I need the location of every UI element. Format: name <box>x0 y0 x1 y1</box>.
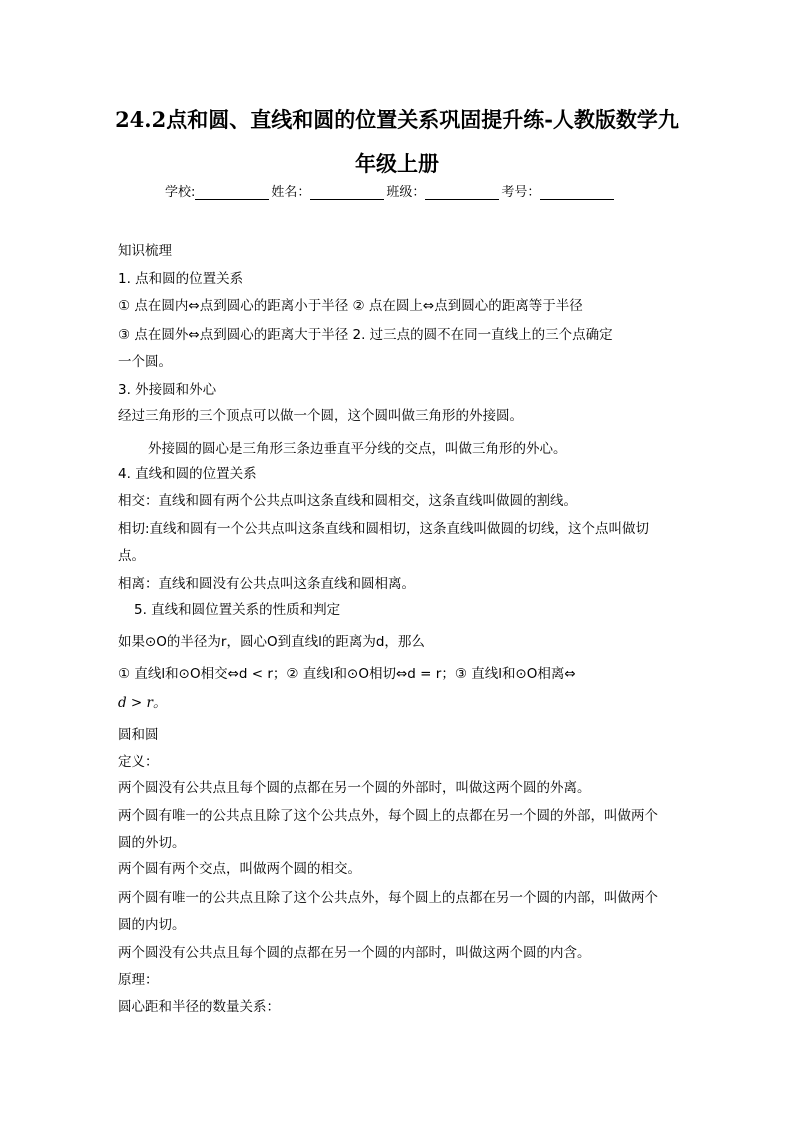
student-info-row <box>165 181 616 200</box>
text-line: 两个圆没有公共点且每个圆的点都在另一个圆的外部时，叫做这两个圆的外离。 <box>118 780 591 796</box>
text-line: 两个圆有唯一的公共点且除了这个公共点外，每个圆上的点都在另一个圆的外部，叫做两个 <box>118 808 658 824</box>
heading-line-circle: 4. 直线和圆的位置关系 <box>118 466 257 482</box>
document-title-line-2: 年级上册 <box>355 151 439 176</box>
exam-number-label: 考号： <box>501 185 541 200</box>
text-line: ③ 点在圆外⇔点到圆心的距离大于半径 2. 过三点的圆不在同一直线上的三个点确定 <box>118 327 613 343</box>
text-line: 两个圆没有公共点且每个圆的点都在另一个圆的内部时，叫做这两个圆的内含。 <box>118 945 591 961</box>
section-heading-knowledge: 知识梳理 <box>118 243 172 259</box>
definition-label: 定义： <box>118 754 159 770</box>
text-line: 两个圆有两个交点，叫做两个圆的相交。 <box>118 861 361 877</box>
class-label: 班级： <box>386 185 426 200</box>
text-line: 圆的外切。 <box>118 835 186 851</box>
text-line: 两个圆有唯一的公共点且除了这个公共点外，每个圆上的点都在另一个圆的内部，叫做两个 <box>118 890 658 906</box>
text-line: 圆心距和半径的数量关系： <box>118 999 280 1015</box>
formula-line: ① 直线l和⊙O相交⇔d < r；② 直线l和⊙O相切⇔d = r；③ 直线l和⊙O相离⇔ <box>118 666 576 682</box>
heading-circumcircle: 3. 外接圆和外心 <box>118 382 217 398</box>
text-line: ① 点在圆内⇔点到圆心的距离小于半径 ② 点在圆上⇔点到圆心的距离等于半径 <box>118 298 583 314</box>
text-line: 经过三角形的三个顶点可以做一个圆，这个圆叫做三角形的外接圆。 <box>118 408 523 424</box>
name-blank[interactable] <box>310 186 384 200</box>
text-line: 相离：直线和圆没有公共点叫这条直线和圆相离。 <box>118 576 415 592</box>
school-label: 学校: <box>165 185 196 200</box>
text-line: 一个圆。 <box>118 354 172 370</box>
exam-number-blank[interactable] <box>540 186 614 200</box>
text-line: 点。 <box>118 548 145 564</box>
text-line: 相切:直线和圆有一个公共点叫这条直线和圆相切，这条直线叫做圆的切线，这个点叫做切 <box>118 521 650 537</box>
formula-line: d > r。 <box>118 695 167 711</box>
heading-properties: 5. 直线和圆位置关系的性质和判定 <box>134 602 341 618</box>
heading-point-circle: 1. 点和圆的位置关系 <box>118 271 244 287</box>
school-blank[interactable] <box>195 186 269 200</box>
text-line: 外接圆的圆心是三角形三条边垂直平分线的交点，叫做三角形的外心。 <box>148 441 567 457</box>
principle-label: 原理： <box>118 972 159 988</box>
class-blank[interactable] <box>425 186 499 200</box>
text-line: 如果⊙O的半径为r，圆心O到直线l的距离为d，那么 <box>118 634 425 650</box>
text-line: 相交：直线和圆有两个公共点叫这条直线和圆相交，这条直线叫做圆的割线。 <box>118 493 577 509</box>
heading-circle-circle: 圆和圆 <box>118 727 159 743</box>
document-title-line-1: 24.2点和圆、直线和圆的位置关系巩固提升练-人教版数学九 <box>115 107 679 132</box>
name-label: 姓名： <box>271 185 311 200</box>
text-line: 圆的内切。 <box>118 917 186 933</box>
